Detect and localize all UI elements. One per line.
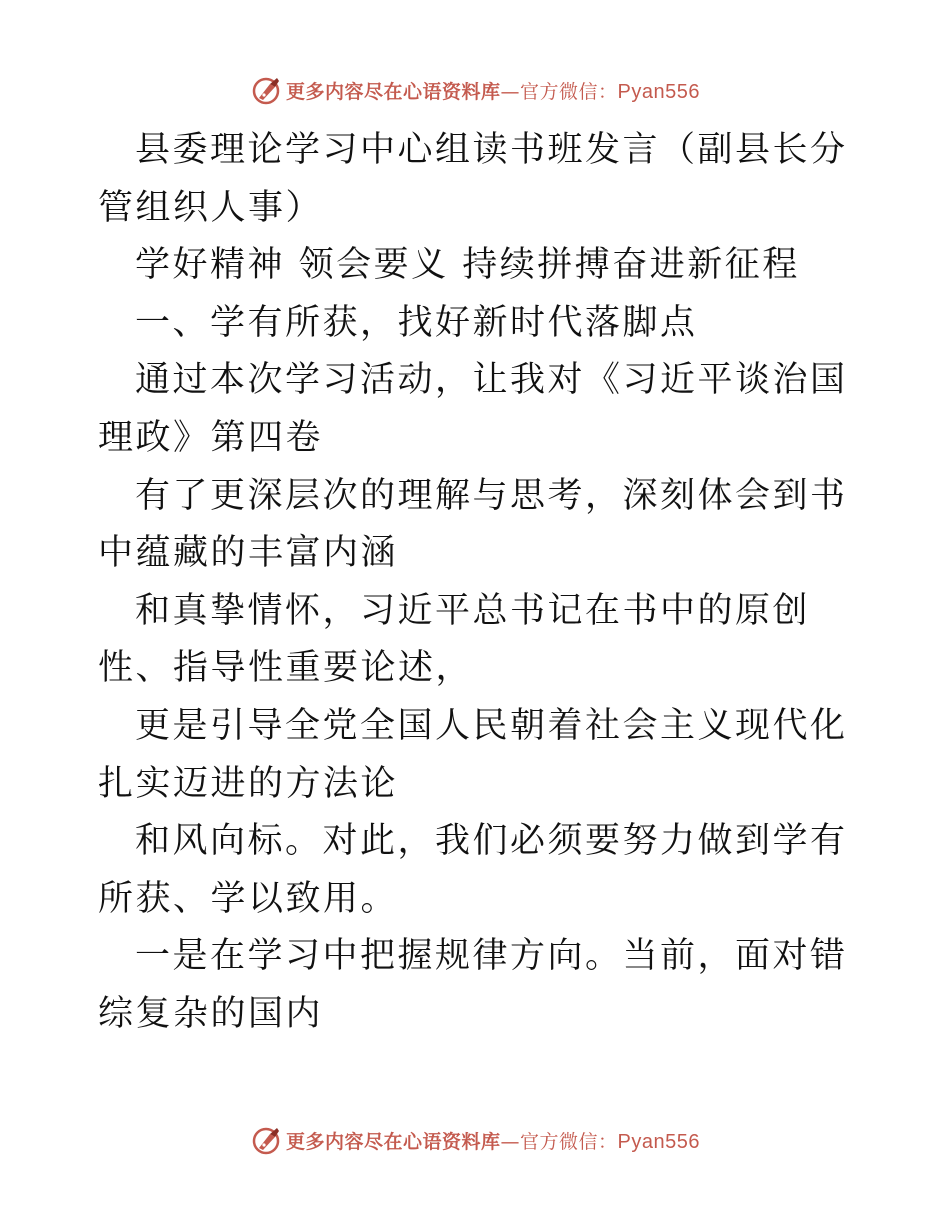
watermark-brand: 更多内容尽在心语资料库 bbox=[286, 1130, 501, 1153]
watermark-text bbox=[286, 77, 700, 104]
watermark-brand: 更多内容尽在心语资料库 bbox=[286, 80, 501, 103]
watermark-wechat-id: Pyan556 bbox=[617, 1130, 700, 1153]
watermark-wechat-id: Pyan556 bbox=[617, 80, 700, 103]
document-subtitle: 学好精神 领会要义 持续拼搏奋进新征程 bbox=[135, 245, 800, 286]
watermark-separator: — bbox=[500, 1130, 521, 1153]
watermark-text bbox=[286, 1127, 700, 1154]
body-paragraph: 有了更深层次的理解与思考，深刻体会到书中蕴藏的丰富内涵 bbox=[98, 475, 848, 574]
body-paragraph: 和风向标。对此，我们必须要努力做到学有所获、学以致用。 bbox=[98, 821, 848, 919]
watermark-official: 官方微信： bbox=[520, 80, 618, 103]
body-paragraph: 一是在学习中把握规律方向。当前，面对错综复杂的国内 bbox=[98, 936, 848, 1034]
footer-watermark bbox=[0, 1122, 950, 1158]
document-title: 县委理论学习中心组读书班发言（副县长分管组织人事） bbox=[98, 130, 848, 228]
body-paragraph: 通过本次学习活动，让我对《习近平谈治国理政》第四卷 bbox=[98, 360, 848, 458]
section-heading: 一、学有所获，找好新时代落脚点 bbox=[135, 302, 698, 343]
header-watermark bbox=[0, 72, 950, 108]
pen-nib-logo-icon bbox=[250, 74, 282, 106]
body-paragraph: 和真挚情怀，习近平总书记在书中的原创性、指导性重要论述， bbox=[98, 590, 811, 689]
watermark-official: 官方微信： bbox=[520, 1130, 618, 1153]
watermark-separator: — bbox=[500, 80, 521, 103]
document-body bbox=[98, 122, 854, 1044]
body-paragraph: 更是引导全党全国人民朝着社会主义现代化扎实迈进的方法论 bbox=[98, 705, 848, 804]
pen-nib-logo-icon bbox=[250, 1124, 282, 1156]
